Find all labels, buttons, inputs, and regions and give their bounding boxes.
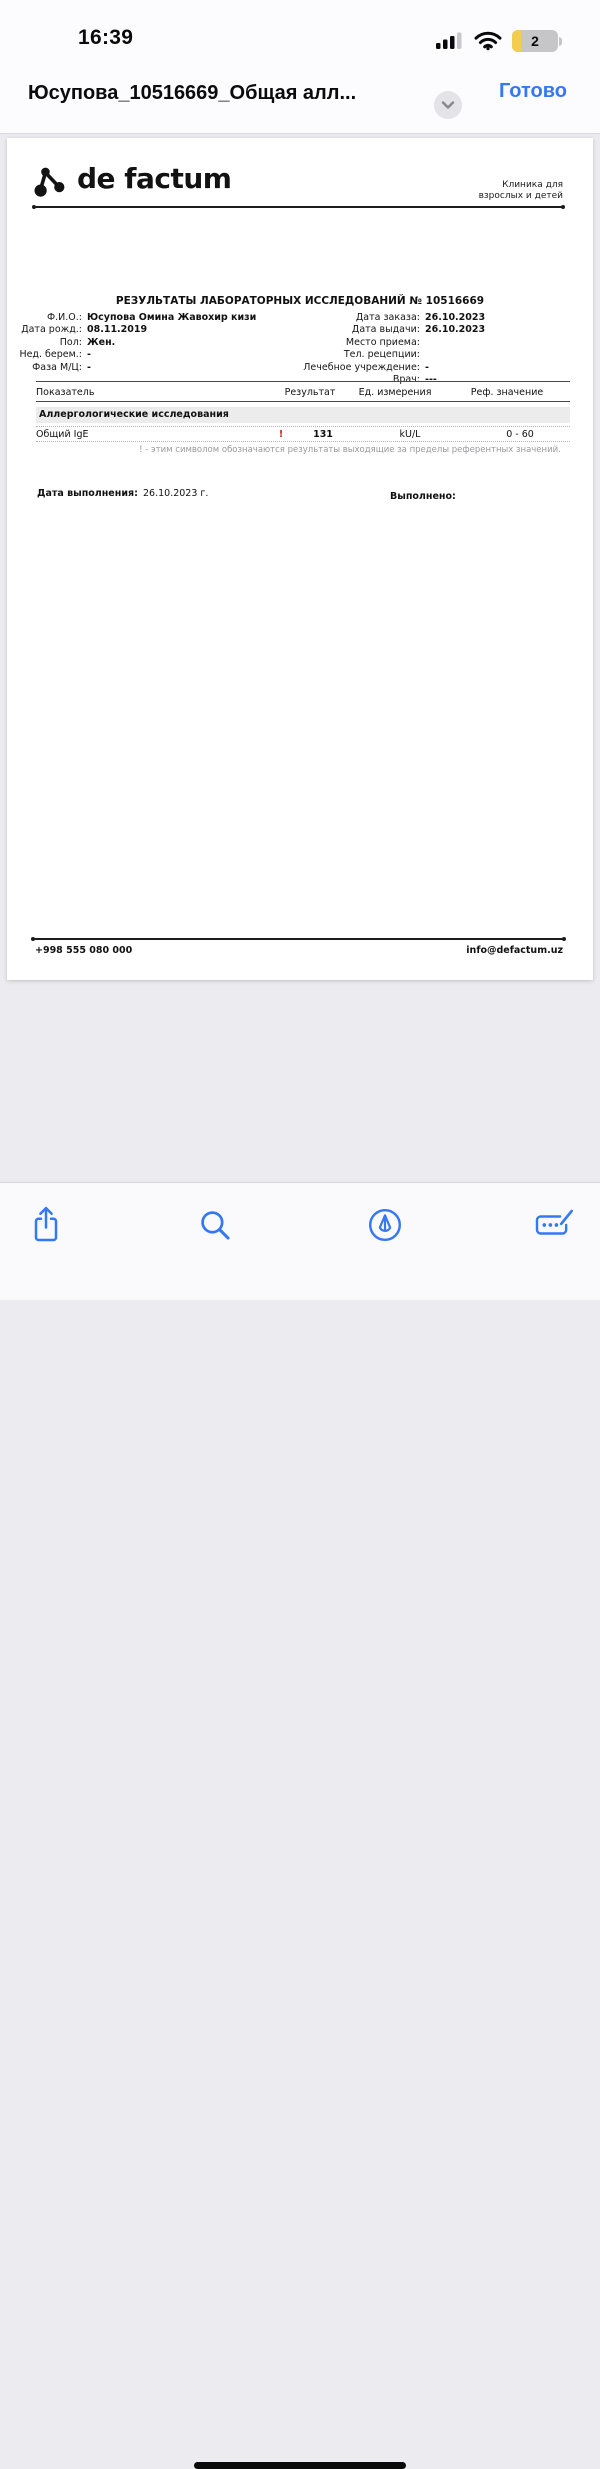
table-section-header: Аллергологические исследования xyxy=(36,407,570,423)
results-heading: РЕЗУЛЬТАТЫ ЛАБОРАТОРНЫХ ИССЛЕДОВАНИЙ № 10516669 xyxy=(115,295,485,307)
col-header-indicator: Показатель xyxy=(36,387,95,398)
row-divider xyxy=(36,426,570,427)
info-row: Дата заказа: 26.10.2023 xyxy=(355,312,486,323)
execution-date-label: Дата выполнения: xyxy=(37,488,138,499)
result-reference: 0 - 60 xyxy=(506,429,534,440)
result-row-name: Общий IgE xyxy=(36,429,89,440)
search-button[interactable] xyxy=(193,1203,237,1247)
share-button[interactable] xyxy=(24,1203,68,1247)
chevron-down-icon xyxy=(441,100,455,110)
title-menu-button[interactable] xyxy=(434,91,462,119)
footer-divider xyxy=(33,938,564,940)
info-row: Место приема: xyxy=(345,336,420,348)
table-top-line xyxy=(36,381,570,382)
patient-info-left xyxy=(10,312,256,374)
info-row: Дата выдачи: 26.10.2023 xyxy=(351,324,486,336)
fill-and-sign-icon xyxy=(533,1208,575,1242)
clinic-email: info@defactum.uz xyxy=(466,945,563,956)
info-row: Врач: --- xyxy=(392,374,437,386)
status-bar xyxy=(0,0,600,60)
status-time: 16:39 xyxy=(78,26,134,49)
bottom-toolbar xyxy=(0,1182,600,1300)
info-row: Лечебное учреждение: - xyxy=(303,361,429,373)
col-header-unit: Ед. измерения xyxy=(358,387,432,398)
patient-info-right xyxy=(279,312,485,386)
fill-sign-button[interactable] xyxy=(532,1203,576,1247)
nav-bar xyxy=(0,60,600,134)
defactum-logo-icon xyxy=(33,165,69,201)
battery-icon xyxy=(512,30,558,52)
clinic-subtitle: Клиника для взрослых и детей xyxy=(478,180,563,201)
col-header-reference: Реф. значение xyxy=(470,387,544,398)
table-header-line xyxy=(36,401,570,402)
result-value: 131 xyxy=(313,429,333,440)
status-icons xyxy=(436,30,562,52)
row-divider xyxy=(36,441,570,442)
header-divider xyxy=(34,206,563,208)
markup-pen-icon xyxy=(367,1207,403,1243)
markup-button[interactable] xyxy=(363,1203,407,1247)
done-button[interactable]: Готово xyxy=(498,80,567,102)
clinic-phone: +998 555 080 000 xyxy=(35,945,133,956)
document-title: Юсупова_10516669_Общая алл... xyxy=(28,82,357,104)
result-unit: kU/L xyxy=(399,429,421,440)
info-row: Дата рожд.: 08.11.2019 xyxy=(21,324,148,336)
info-row: Фаза М/Ц: - xyxy=(32,361,91,373)
execution-date-value: 26.10.2023 г. xyxy=(143,488,209,499)
col-header-result: Результат xyxy=(284,387,336,398)
share-icon xyxy=(31,1205,61,1245)
document-preview-area[interactable] xyxy=(0,135,600,1182)
wifi-icon xyxy=(474,31,502,51)
battery-cap xyxy=(559,37,562,46)
search-icon xyxy=(198,1208,232,1242)
reference-note: ! - этим символом обозначаются результаты выходящие за пределы референтных значений. xyxy=(139,445,561,455)
clinic-logo-text: de factum xyxy=(77,162,232,195)
battery-percent: 2 xyxy=(531,33,539,49)
home-indicator[interactable] xyxy=(194,2462,406,2469)
out-of-range-flag: ! xyxy=(278,429,284,440)
performed-by-label: Выполнено: xyxy=(390,491,456,502)
info-row: Ф.И.О.: Юсупова Омина Жавохир кизи xyxy=(46,312,257,323)
document-page xyxy=(7,138,593,980)
info-row: Пол: Жен. xyxy=(59,336,116,348)
info-row: Нед. берем.: - xyxy=(19,349,91,361)
cellular-signal-icon xyxy=(436,31,464,51)
info-row: Тел. рецепции: xyxy=(343,349,420,361)
